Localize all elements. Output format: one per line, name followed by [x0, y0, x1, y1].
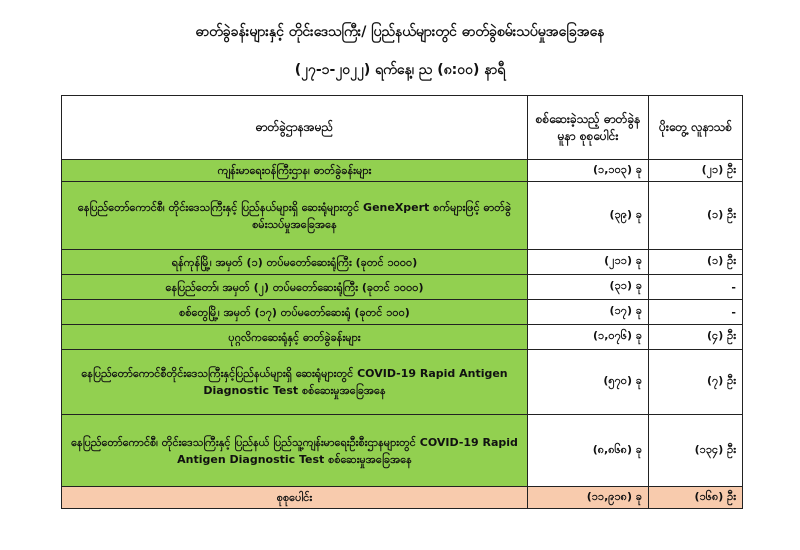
- row-tested: (၃၁) ခု: [528, 275, 649, 300]
- row-positive: (၁) ဦး: [649, 250, 743, 275]
- row-positive: -: [649, 275, 743, 300]
- total-label: စုစုပေါင်း: [62, 487, 528, 509]
- row-lab-name: စစ်တွေမြို့၊ အမှတ် (၁၇) တပ်မတော်ဆေးရုံ (ခုတင် ၁၀၀): [62, 300, 528, 325]
- table-row: [62, 415, 743, 487]
- row-tested: (၁,၁၀၃) ခု: [528, 160, 649, 182]
- table-row: [62, 350, 743, 415]
- row-positive: (၁) ဦး: [649, 182, 743, 250]
- row-tested: (၂၁၁) ခု: [528, 250, 649, 275]
- header-new-positive: ပိုးတွေ့ လူနာသစ်: [649, 96, 743, 160]
- row-lab-name: ပုဂ္ဂလိကဆေးရုံနှင့် ဓာတ်ခွဲခန်းများ: [62, 325, 528, 350]
- table-total-row: [62, 487, 743, 509]
- table-row: [62, 325, 743, 350]
- report-date: (၂၇-၁-၂၀၂၂) ရက်နေ့၊ ည (၈:၀၀) နာရီ: [294, 62, 506, 78]
- header-lab-name: ဓာတ်ခွဲဌာနအမည်: [62, 96, 528, 160]
- row-tested: (၅၇၀) ခု: [528, 350, 649, 415]
- row-lab-name: ရန်ကုန်မြို့၊ အမှတ် (၁) တပ်မတော်ဆေးရုံကြီး (ခုတင် ၁၀၀၀): [62, 250, 528, 275]
- table-row: [62, 275, 743, 300]
- row-lab-name: ကျန်းမာရေးဝန်ကြီးဌာန၊ ဓာတ်ခွဲခန်းများ: [62, 160, 528, 182]
- table-row: [62, 250, 743, 275]
- table-row: [62, 160, 743, 182]
- row-positive: (၁၃၄) ဦး: [649, 415, 743, 487]
- row-tested: (၁,၀၇၆) ခု: [528, 325, 649, 350]
- row-tested: (၁၇) ခု: [528, 300, 649, 325]
- table-row: [62, 182, 743, 250]
- table-row: [62, 300, 743, 325]
- row-lab-name: နေပြည်တော်ကောင်စီ၊ တိုင်းဒေသကြီးနှင့် ပြည်နယ်များရှိ ဆေးရုံများတွင် GeneXpert စက်များဖြင့် ဓာတ်ခွဲစမ်းသပ်မှုအခြေအနေ: [62, 182, 528, 250]
- total-positive: (၁၆၈) ဦး: [649, 487, 743, 509]
- lab-testing-table: [61, 95, 743, 509]
- row-tested: (၃၉) ခု: [528, 182, 649, 250]
- row-lab-name: နေပြည်တော်ကောင်စီ၊ တိုင်းဒေသကြီးနှင့် ပြည်နယ် ပြည်သူ့ကျန်းမာရေးဦးစီးဌာနများတွင် COVID-19 Rapid Antigen Diagnostic Test စစ်ဆေးမှုအခြေအနေ: [62, 415, 528, 487]
- report-title: ဓာတ်ခွဲခန်းများနှင့် တိုင်းဒေသကြီး/ ပြည်နယ်များတွင် ဓာတ်ခွဲစမ်းသပ်မှုအခြေအနေ: [195, 24, 605, 40]
- row-positive: (၇) ဦး: [649, 350, 743, 415]
- row-lab-name: နေပြည်တော်၊ အမှတ် (၂) တပ်မတော်ဆေးရုံကြီး (ခုတင် ၁၀၀၀): [62, 275, 528, 300]
- row-lab-name: နေပြည်တော်ကောင်စီတိုင်းဒေသကြီးနှင့်ပြည်နယ်များရှိ ဆေးရုံများတွင် COVID-19 Rapid Antigen Diagnostic Test စစ်ဆေးမှုအခြေအနေ: [62, 350, 528, 415]
- row-positive: -: [649, 300, 743, 325]
- table-header-row: [62, 96, 743, 160]
- row-positive: (၄) ဦး: [649, 325, 743, 350]
- row-positive: (၂၁) ဦး: [649, 160, 743, 182]
- row-tested: (၈,၈၆၈) ခု: [528, 415, 649, 487]
- total-tested: (၁၁,၉၁၈) ခု: [528, 487, 649, 509]
- header-tested-total: စစ်ဆေးခဲ့သည့် ဓာတ်ခွဲနမူနာ စုစုပေါင်း: [528, 96, 649, 160]
